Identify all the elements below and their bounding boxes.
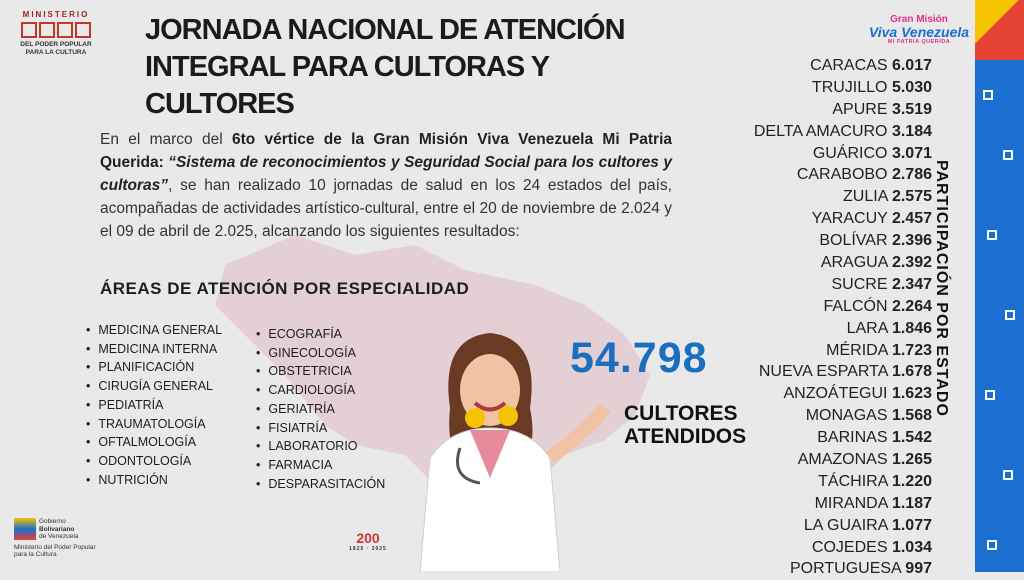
state-value: 2.786	[891, 166, 932, 184]
specialty-item: • NUTRICIÓN	[86, 471, 222, 490]
gob-line5: para la Cultura	[14, 551, 57, 558]
ministry-logo-line3: PARA LA CULTURA	[25, 49, 87, 56]
state-value: 1.077	[891, 516, 932, 534]
state-row	[700, 186, 932, 208]
page-title: JORNADA NACIONAL DE ATENCIÓN INTEGRAL PARA CULTORAS Y CULTORES	[145, 14, 625, 120]
specialty-item: • GINECOLOGÍA	[256, 344, 385, 363]
state-row	[700, 274, 932, 296]
specialties-list-2	[256, 325, 385, 493]
intro-text-bold: 6to vértice de la Gran Misión Viva Venezuela Mi Patria Querida:	[100, 131, 673, 171]
state-name: BOLÍVAR	[819, 232, 888, 250]
state-row	[700, 208, 932, 230]
state-name: MONAGAS	[805, 407, 888, 425]
intro-text-start: En el marco del	[100, 131, 232, 148]
state-name: BARINAS	[817, 429, 888, 447]
government-logo	[14, 518, 96, 559]
state-row	[700, 449, 932, 471]
state-row	[700, 164, 932, 186]
state-row	[700, 361, 932, 383]
state-value: 997	[905, 560, 932, 578]
state-value: 3.071	[891, 144, 932, 162]
state-name: AMAZONAS	[797, 451, 888, 469]
state-row	[700, 318, 932, 340]
specialty-item: • OFTALMOLOGÍA	[86, 433, 222, 452]
specialty-item: • FISIATRÍA	[256, 419, 385, 438]
state-row	[700, 471, 932, 493]
state-name: CARABOBO	[796, 166, 888, 184]
state-value: 5.030	[891, 78, 932, 96]
state-value: 1.542	[891, 429, 932, 447]
state-row	[700, 493, 932, 515]
gob-line1: Gobierno	[39, 518, 66, 525]
specialties-heading: ÁREAS DE ATENCIÓN POR ESPECIALIDAD	[100, 279, 470, 298]
state-row	[700, 340, 932, 362]
state-row	[700, 296, 932, 318]
intro-text-quote: “Sistema de reconocimientos y Seguridad Social para los cultores y cultoras”	[100, 154, 672, 194]
program-logo-line1: Gran Misión	[890, 14, 948, 25]
ministry-logo-line1: MINISTERIO	[22, 10, 90, 19]
ministry-logo-mark	[14, 22, 98, 38]
state-value: 2.457	[891, 210, 932, 228]
state-name: CARACAS	[810, 57, 888, 74]
state-value: 6.017	[891, 57, 932, 74]
specialty-item: • ECOGRAFÍA	[256, 325, 385, 344]
state-row	[700, 515, 932, 537]
state-value: 1.568	[891, 407, 932, 425]
state-value: 1.220	[891, 472, 932, 490]
gob-line3: de Venezuela	[39, 533, 79, 540]
state-name: ANZOÁTEGUI	[783, 385, 888, 403]
state-value: 1.846	[891, 319, 932, 337]
state-value: 3.184	[891, 122, 932, 140]
state-name: TÁCHIRA	[818, 472, 888, 490]
total-attended-value: 54.798	[570, 334, 708, 382]
state-name: PORTUGUESA	[790, 560, 901, 578]
state-name: ZULIA	[843, 188, 888, 206]
specialty-item: • CARDIOLOGÍA	[256, 381, 385, 400]
state-row	[700, 558, 932, 580]
state-name: FALCÓN	[823, 297, 888, 315]
specialty-item: • OBSTETRICIA	[256, 362, 385, 381]
state-row	[700, 99, 932, 121]
specialty-item: • DESPARASITACIÓN	[256, 475, 385, 494]
specialty-item: • TRAUMATOLOGÍA	[86, 415, 222, 434]
states-list	[700, 55, 932, 580]
specialty-item: • PEDIATRÍA	[86, 396, 222, 415]
state-name: COJEDES	[811, 538, 888, 556]
program-logo	[866, 14, 972, 45]
state-value: 2.392	[891, 254, 932, 272]
state-value: 1.265	[891, 451, 932, 469]
bicentennial-number: 200	[356, 530, 380, 546]
gob-line2: Bolivariano	[39, 525, 75, 533]
state-name: TRUJILLO	[811, 78, 888, 96]
state-value: 2.396	[891, 232, 932, 250]
specialty-item: • MEDICINA INTERNA	[86, 340, 222, 359]
state-row	[700, 121, 932, 143]
state-row	[700, 55, 932, 77]
intro-text-rest: , se han realizado 10 jornadas de salud en los 24 estados del país, acompañadas de actividades artístico-cultural, entre el 20 de noviembre de 2.024 y el 09 de abril de 2.025, alcanzando los siguientes resultados:	[100, 177, 672, 240]
state-value: 2.347	[891, 275, 932, 293]
state-row	[700, 537, 932, 559]
state-name: DELTA AMACURO	[753, 122, 888, 140]
state-name: LA GUAIRA	[803, 516, 888, 534]
state-row	[700, 383, 932, 405]
state-row	[700, 427, 932, 449]
total-label-line1: CULTORES	[624, 402, 738, 425]
program-logo-line3: MI PATRIA QUERIDA	[887, 39, 951, 45]
specialty-item: • FARMACIA	[256, 456, 385, 475]
program-logo-line2: Viva Venezuela	[868, 24, 970, 40]
state-value: 3.519	[891, 100, 932, 118]
state-value: 1.723	[891, 341, 932, 359]
specialty-item: • ODONTOLOGÍA	[86, 452, 222, 471]
flag-icon	[14, 518, 36, 540]
state-value: 2.264	[891, 297, 932, 315]
state-value: 1.034	[891, 538, 932, 556]
specialties-list-1	[86, 321, 222, 489]
states-title: PARTICIPACIÓN POR ESTADO	[933, 160, 950, 417]
state-name: ARAGUA	[820, 254, 888, 272]
specialty-item: • GERIATRÍA	[256, 400, 385, 419]
bicentennial-years: 1825 · 2025	[349, 546, 387, 552]
specialty-item: • PLANIFICACIÓN	[86, 358, 222, 377]
state-row	[700, 143, 932, 165]
state-value: 1.187	[891, 494, 932, 512]
state-name: SUCRE	[831, 275, 888, 293]
state-name: MÉRIDA	[826, 341, 888, 359]
state-row	[700, 252, 932, 274]
state-value: 1.678	[891, 363, 932, 381]
total-label-line2: ATENDIDOS	[624, 425, 747, 448]
gob-line4: Ministerio del Poder Popular	[14, 543, 96, 551]
bicentennial-logo	[340, 530, 396, 552]
state-row	[700, 230, 932, 252]
specialty-item: • MEDICINA GENERAL	[86, 321, 222, 340]
intro-paragraph	[100, 128, 672, 243]
state-value: 2.575	[891, 188, 932, 206]
specialty-item: • CIRUGÍA GENERAL	[86, 377, 222, 396]
state-row	[700, 405, 932, 427]
state-name: YARACUY	[811, 210, 888, 228]
state-name: LARA	[846, 319, 888, 337]
ministry-logo-line2: DEL PODER POPULAR	[20, 41, 92, 48]
ministry-logo	[14, 10, 98, 57]
specialty-item: • LABORATORIO	[256, 437, 385, 456]
state-name: NUEVA ESPARTA	[758, 363, 888, 381]
decorative-stripe	[975, 0, 1024, 572]
state-name: MIRANDA	[814, 494, 888, 512]
state-value: 1.623	[891, 385, 932, 403]
state-row	[700, 77, 932, 99]
state-name: GUÁRICO	[812, 144, 888, 162]
state-name: APURE	[832, 100, 888, 118]
